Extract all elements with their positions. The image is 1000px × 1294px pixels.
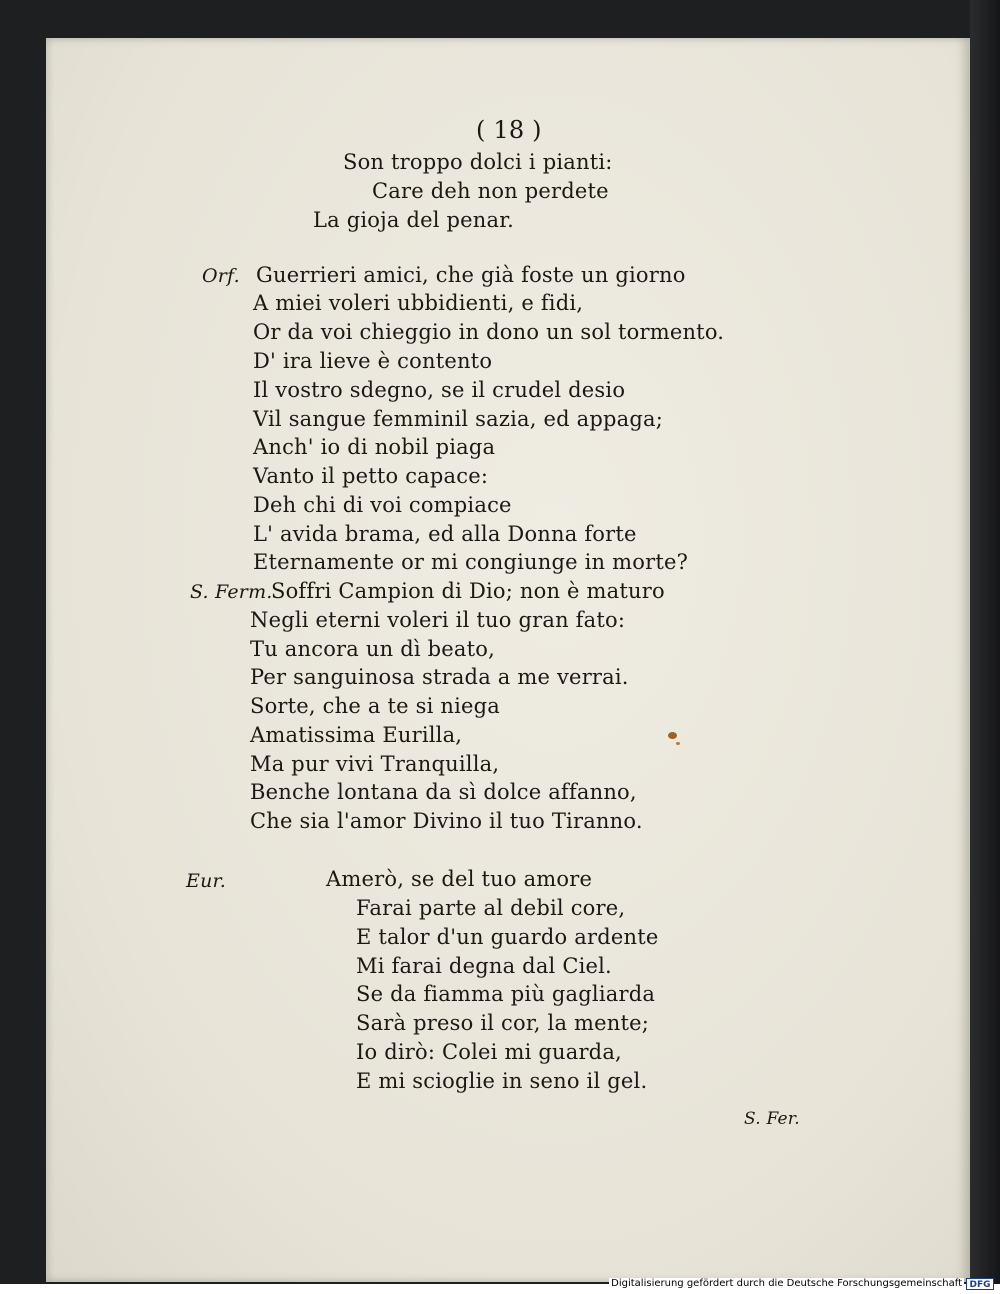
speaker-label: S. Ferm. bbox=[190, 581, 273, 603]
verse-line: La gioja del penar. bbox=[313, 208, 515, 232]
verse-line: A miei voleri ubbidienti, e fidi, bbox=[253, 291, 584, 315]
verse-line: Deh chi di voi compiace bbox=[253, 493, 512, 517]
footer-bar bbox=[0, 1278, 1000, 1294]
funding-credit: Digitalisierung gefördert durch die Deutsche Forschungsgemeinschaft bbox=[611, 1278, 962, 1289]
page-stain bbox=[668, 732, 677, 739]
verse-line: Guerrieri amici, che già foste un giorno bbox=[256, 263, 686, 287]
verse-line: Anch' io di nobil piaga bbox=[253, 435, 496, 459]
verse-line: E mi scioglie in seno il gel. bbox=[356, 1069, 648, 1093]
book-spine-edge bbox=[970, 0, 1000, 1294]
verse-line: Eternamente or mi congiunge in morte? bbox=[253, 550, 689, 574]
verse-line: Soffri Campion di Dio; non è maturo bbox=[271, 579, 665, 603]
verse-line: D' ira lieve è contento bbox=[253, 349, 493, 373]
verse-line: Ma pur vivi Tranquilla, bbox=[250, 752, 500, 776]
verse-line: Son troppo dolci i pianti: bbox=[343, 150, 613, 174]
verse-line: Sarà preso il cor, la mente; bbox=[356, 1011, 650, 1035]
verse-line: Mi farai degna dal Ciel. bbox=[356, 954, 612, 978]
verse-line: Amatissima Eurilla, bbox=[250, 723, 463, 747]
verse-line: Farai parte al debil core, bbox=[356, 896, 626, 920]
verse-line: E talor d'un guardo ardente bbox=[356, 925, 659, 949]
verse-line: L' avida brama, ed alla Donna forte bbox=[253, 522, 637, 546]
verse-line: Se da fiamma più gagliarda bbox=[356, 982, 656, 1006]
verse-line: Io dirò: Colei mi guarda, bbox=[356, 1040, 622, 1064]
catchword: S. Fer. bbox=[744, 1109, 800, 1129]
page-number: ( 18 ) bbox=[476, 116, 542, 144]
page-stain bbox=[676, 742, 680, 745]
dfg-logo: DFG bbox=[966, 1278, 994, 1290]
verse-line: Per sanguinosa strada a me verrai. bbox=[250, 665, 629, 689]
verse-line: Tu ancora un dì beato, bbox=[250, 637, 495, 661]
verse-line: Or da voi chieggio in dono un sol tormento. bbox=[253, 320, 725, 344]
verse-line: Che sia l'amor Divino il tuo Tiranno. bbox=[250, 809, 643, 833]
verse-line: Vanto il petto capace: bbox=[253, 464, 489, 488]
verse-line: Amerò, se del tuo amore bbox=[326, 867, 593, 891]
verse-line: Negli eterni voleri il tuo gran fato: bbox=[250, 608, 626, 632]
verse-line: Vil sangue femminil sazia, ed appaga; bbox=[253, 407, 664, 431]
speaker-label: Orf. bbox=[202, 265, 240, 287]
verse-line: Il vostro sdegno, se il crudel desio bbox=[253, 378, 626, 402]
verse-line: Care deh non perdete bbox=[372, 179, 609, 203]
speaker-label: Eur. bbox=[186, 870, 226, 892]
verse-line: Sorte, che a te si niega bbox=[250, 694, 501, 718]
verse-line: Benche lontana da sì dolce affanno, bbox=[250, 780, 637, 804]
